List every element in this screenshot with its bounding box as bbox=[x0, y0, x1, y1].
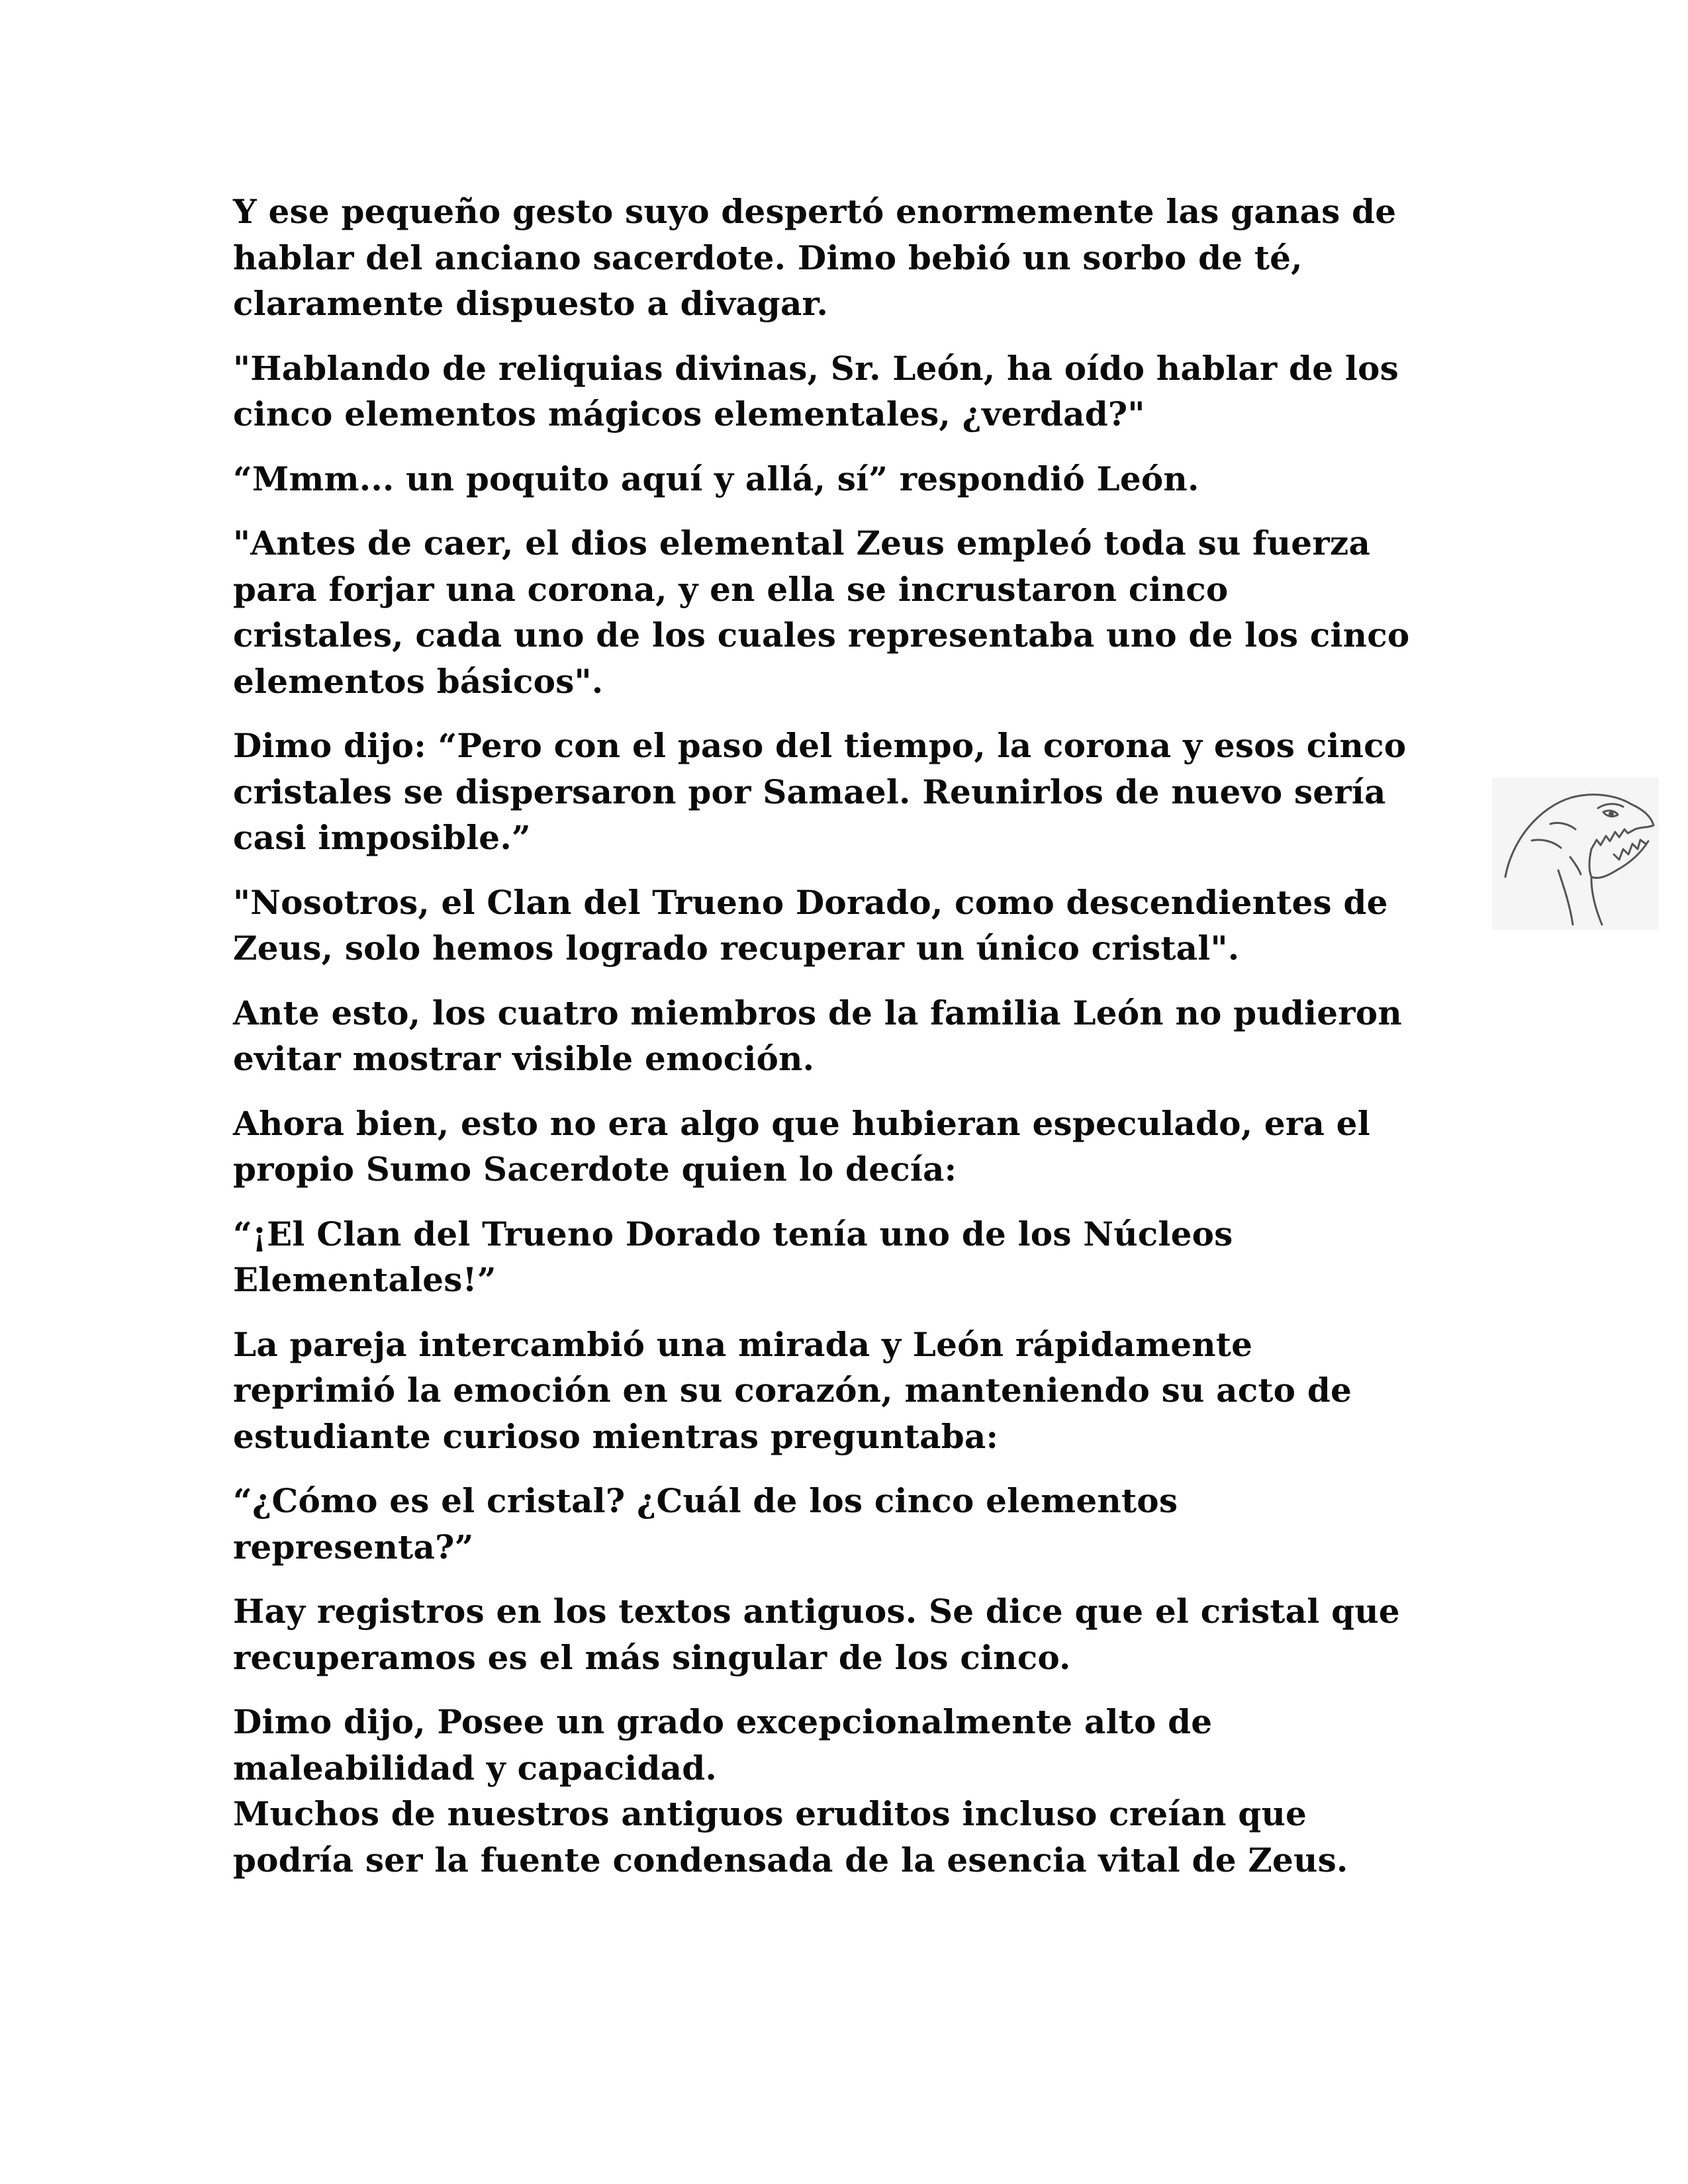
paragraph: Hay registros en los textos antiguos. Se dice que el cristal que recuperamos es el más singular de los cinco. bbox=[233, 1592, 1400, 1677]
paragraph: "Nosotros, el Clan del Trueno Dorado, como descendientes de Zeus, solo hemos logrado recuperar un único cristal". bbox=[233, 882, 1388, 968]
paragraph: “¡El Clan del Trueno Dorado tenía uno de los Núcleos Elementales!” bbox=[233, 1214, 1233, 1299]
paragraph: Y ese pequeño gesto suyo despertó enormemente las ganas de hablar del anciano sacerdote. Dimo bebió un sorbo de té, claramente dispuesto a divagar. bbox=[233, 192, 1397, 323]
paragraph: Ante esto, los cuatro miembros de la familia León no pudieron evitar mostrar visible emoción. bbox=[233, 993, 1402, 1078]
paragraph: “Mmm... un poquito aquí y allá, sí” respondió León. bbox=[233, 459, 1199, 498]
paragraph: “¿Cómo es el cristal? ¿Cuál de los cinco elementos representa?” bbox=[233, 1481, 1178, 1567]
paragraph: Dimo dijo: “Pero con el paso del tiempo, la corona y esos cinco cristales se dispersaron por Samael. Reunirlos de nuevo sería casi imposible.” bbox=[233, 726, 1407, 857]
paragraph: Ahora bien, esto no era algo que hubieran especulado, era el propio Sumo Sacerdote quien lo decía: bbox=[233, 1103, 1370, 1189]
paragraph: Dimo dijo, Posee un grado excepcionalmente alto de maleabilidad y capacidad. Muchos de nuestros antiguos eruditos incluso creían que podría ser la fuente condensada de la esencia vital de Zeus. bbox=[233, 1702, 1348, 1880]
paragraph: La pareja intercambió una mirada y León rápidamente reprimió la emoción en su corazón, manteniendo su acto de estudiante curioso mientras preguntaba: bbox=[233, 1324, 1352, 1456]
paragraph: "Antes de caer, el dios elemental Zeus empleó toda su fuerza para forjar una corona, y en ella se incrustaron cinco cristales, cada uno de los cuales representaba uno de los cinco elementos básicos". bbox=[233, 523, 1410, 701]
paragraph: "Hablando de reliquias divinas, Sr. León, ha oído hablar de los cinco elementos mágicos elementales, ¿verdad?" bbox=[233, 348, 1399, 433]
body-text bbox=[233, 189, 1451, 1901]
dinosaur-head-sketch-icon bbox=[1492, 778, 1659, 930]
